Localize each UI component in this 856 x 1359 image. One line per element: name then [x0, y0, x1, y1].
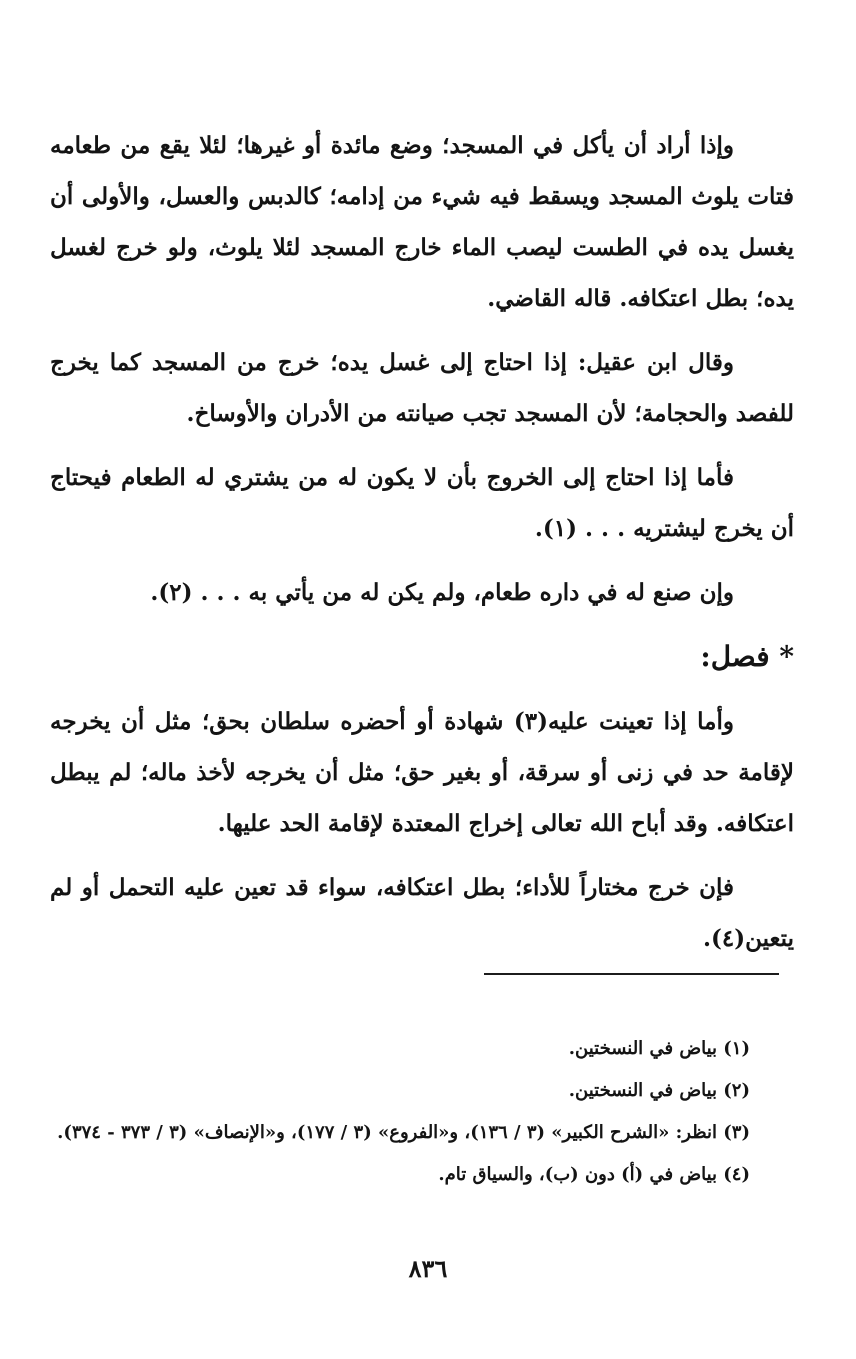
paragraph-voluntary-exit: فإن خرج مختاراً للأداء؛ بطل اعتكافه، سواء قد تعين عليه التحمل أو لم يتعين(٤).	[50, 874, 794, 952]
page-number: ٨٣٦	[408, 1254, 448, 1283]
footnote-divider	[484, 973, 779, 975]
paragraph-ibn-aqil: وقال ابن عقيل: إذا احتاج إلى غسل يده؛ خرج من المسجد كما يخرج للفصد والحجامة؛ لأن المسجد تجب صيانته من الأدران والأوساخ.	[50, 349, 794, 427]
footnote-3: (٣) انظر: «الشرح الكبير» (٣ / ١٣٦)، و«الفروع» (٣ / ١٧٧)، و«الإنصاف» (٣ / ٣٧٣ - ٣٧٤).	[57, 1122, 750, 1143]
paragraph-testimony: وأما إذا تعينت عليه(٣) شهادة أو أحضره سلطان بحق؛ مثل أن يخرجه لإقامة حد في زنى أو سرقة، أو بغير حق؛ مثل أن يخرجه لأخذ ماله؛ لم يبطل اعتكافه. وقد أباح الله تعالى إخراج المعتدة لإقامة الحد عليها.	[50, 708, 794, 837]
footnotes	[50, 1030, 750, 1198]
paragraph-eating-in-mosque: وإذا أراد أن يأكل في المسجد؛ وضع مائدة أو غيرها؛ لئلا يقع من طعامه فتات يلوث المسجد ويسقط فيه شيء من إدامه؛ كالدبس والعسل، والأولى أن يغسل يده في الطست ليصب الماء خارج المسجد لئلا يلوث، ولو خرج لغسل يده؛ بطل اعتكافه. قاله القاضي.	[50, 132, 794, 312]
main-text	[50, 120, 794, 977]
paragraph-food-at-home: وإن صنع له في داره طعام، ولم يكن له من يأتي به . . . (٢).	[150, 579, 734, 606]
paragraph-need-to-leave: فأما إذا احتاج إلى الخروج بأن لا يكون له من يشتري له الطعام فيحتاج أن يخرج ليشتريه . . . (١).	[50, 464, 794, 542]
footnote-1: (١) بياض في النسختين.	[568, 1038, 750, 1059]
section-heading: * فصل:	[700, 640, 794, 673]
footnote-4: (٤) بياض في (أ) دون (ب)، والسياق تام.	[438, 1164, 750, 1185]
footnote-2: (٢) بياض في النسختين.	[568, 1080, 750, 1101]
